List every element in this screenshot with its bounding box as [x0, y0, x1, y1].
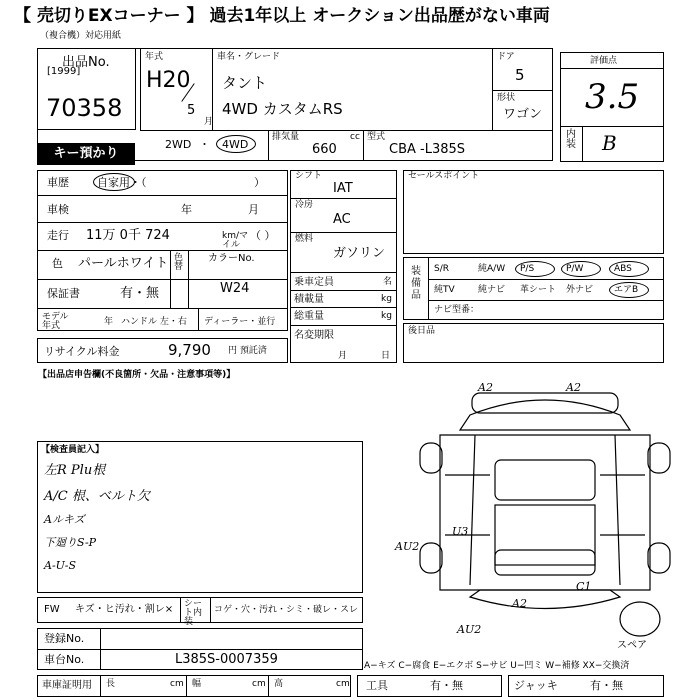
name-change-day: 日 [381, 351, 391, 361]
equipment-item: P/S [520, 264, 535, 274]
chassis-value: L385S-0007359 [175, 652, 278, 667]
car-right-line [615, 435, 620, 585]
equipment-navi: ナビ型番： [434, 305, 480, 315]
cert-label: 車庫証明用 [42, 680, 92, 691]
type-value: CBA -L385S [389, 142, 466, 157]
equipment-item: P/W [566, 264, 584, 274]
equipment-item: エアB [614, 285, 639, 295]
capacity-label: 乗車定員 [294, 277, 334, 288]
year-month-unit: 月 [204, 117, 214, 127]
car-damage-diagram [395, 375, 690, 640]
color-code-label: カラーNo. [208, 253, 255, 264]
model-year-year: 年 [104, 317, 114, 327]
year-month: 5 [187, 103, 196, 118]
cert-cm-2: cm [252, 679, 266, 689]
jack-label: ジャッキ [514, 679, 558, 692]
wheel-rl [420, 543, 442, 573]
capacity-unit: 名 [383, 277, 393, 287]
gross-unit: kg [381, 311, 392, 321]
drive-4wd: 4WD [222, 138, 249, 151]
cert-length: 長 [106, 679, 116, 689]
damage-mark: A2 [478, 381, 493, 394]
cert-width: 幅 [192, 679, 202, 689]
inspection-month: 月 [248, 203, 259, 216]
mileage-unit: km/マイル [222, 231, 249, 250]
equipment-circle [609, 261, 649, 277]
car-windshield [495, 460, 595, 500]
equipment-item: 外ナビ [566, 285, 594, 295]
shape-label: 形状 [497, 93, 516, 103]
doors-label: ドア [497, 52, 515, 62]
equipment-item: 純ナビ [478, 285, 506, 295]
tools-label: 工具 [366, 679, 388, 692]
history-circle [93, 173, 135, 191]
type-label: 型式 [367, 132, 386, 142]
inspection-label: 車検 [47, 203, 69, 216]
damage-mark: A2 [566, 381, 581, 394]
sales-point-box [403, 170, 664, 254]
drive-4wd-circle [216, 135, 256, 153]
aircon-value: AC [333, 212, 351, 227]
model-grade: 4WD カスタムRS [222, 100, 343, 118]
fuel-label: 燃料 [295, 234, 314, 244]
shape-value: ワゴン [503, 107, 543, 122]
name-change-month: 月 [338, 351, 348, 361]
year-label: 年式 [145, 52, 164, 62]
warranty-label: 保証書 [47, 287, 80, 300]
mileage-label: 走行 [47, 229, 69, 242]
fw-seat-text: コゲ・穴・汚れ・シミ・破レ・スレ [214, 605, 359, 615]
wheel-fl [420, 443, 442, 473]
load-label: 積載量 [294, 294, 324, 305]
model-year-handle: ハンドル 左・右 [121, 317, 187, 327]
evaluation-score: 3.5 [585, 77, 640, 117]
warranty-value: 有・無 [120, 286, 160, 301]
model-name: タント [222, 74, 268, 92]
lot-number: 70358 [46, 94, 123, 122]
fw-seat-label: シート内装 [184, 599, 203, 627]
history-value: 自家用・（ [97, 176, 147, 189]
registration-label: 登録No. [44, 632, 85, 645]
color-code: W24 [220, 281, 250, 296]
mileage-value: 11万 0千 724 [86, 228, 170, 243]
top-note: （複合機）対応用紙 [40, 31, 122, 41]
color-label: 色 [52, 257, 63, 270]
equipment-item: 純TV [434, 285, 455, 295]
car-hood-top [472, 393, 618, 413]
model-year-dealer: ディーラー・並行 [204, 317, 276, 327]
fw-label: FW [44, 604, 60, 615]
inspector-line-4: 下廻りS-P [44, 536, 97, 549]
banner [0, 0, 700, 32]
equipment-circle [609, 282, 649, 298]
notes-label: 後日品 [408, 326, 436, 336]
seller-notes-label: 【出品店申告欄(不良箇所・欠品・注意事項等)】 [38, 370, 236, 380]
model-label: 車名・グレード [217, 52, 281, 62]
color-change-label: 色替 [174, 253, 184, 272]
car-body-outline [440, 435, 650, 590]
damage-mark: AU2 [457, 623, 482, 636]
cert-height: 高 [274, 679, 284, 689]
equipment-item: S/R [434, 264, 449, 274]
inspection-year: 年 [181, 203, 192, 216]
spare-label: スペア [617, 640, 647, 651]
jack-value: 有・無 [590, 679, 623, 692]
recycle-unit: 円 預託済 [228, 346, 267, 356]
year-value: H20 [146, 68, 191, 93]
displacement-unit: cc [350, 132, 360, 142]
load-unit: kg [381, 294, 392, 304]
damage-mark: AU2 [395, 540, 420, 553]
equipment-circle [515, 261, 555, 277]
history-label: 車歴 [47, 176, 69, 189]
mileage-paren: （ ） [250, 229, 276, 242]
model-year-label: モデル年式 [42, 312, 69, 331]
legend: A−キズ C−腐食 E−エクボ S−サビ U−凹ミ W−補修 XX−交換済 [364, 661, 630, 671]
car-front-roof [460, 400, 630, 430]
car-roof [495, 505, 595, 565]
damage-mark: A2 [512, 597, 527, 610]
chassis-label: 車台No. [44, 653, 85, 666]
inspector-line-1: 左R Plu根 [44, 463, 106, 478]
damage-mark: U3 [452, 525, 469, 538]
key-badge: キー預かり [37, 143, 135, 165]
evaluation-label: 評価点 [590, 56, 618, 66]
history-close: ） [254, 176, 265, 189]
inspector-line-2: A/C 根、ベルト欠 [44, 489, 150, 504]
wheel-rr [648, 543, 670, 573]
recycle-label: リサイクル料金 [44, 345, 120, 358]
lot-year-tag: [1999] [47, 66, 81, 77]
interior-label: 内装 [566, 129, 576, 150]
cert-cm-3: cm [336, 679, 350, 689]
spare-tire [620, 602, 660, 636]
shift-value: IAT [333, 181, 353, 196]
sales-point-label: セールスポイント [408, 171, 480, 181]
equipment-label: 装備品 [411, 266, 421, 301]
name-change-label: 名変期限 [294, 330, 334, 341]
equipment-item: ABS [614, 264, 632, 274]
banner-title: 【 売切りEXコーナー 】 過去1年以上 オークション出品歴がない車両 [14, 6, 550, 26]
lot-label: 出品No. [62, 55, 110, 70]
car-rear-window [495, 550, 595, 575]
fw-text: キズ・ヒ汚れ・割レ× [75, 604, 174, 615]
car-rear [470, 590, 620, 609]
wheel-fr [648, 443, 670, 473]
fuel-value: ガソリン [333, 246, 386, 261]
gross-label: 総重量 [294, 311, 324, 322]
inspector-label: 【検査員記入】 [41, 445, 105, 455]
displacement-label: 排気量 [272, 132, 300, 142]
inspector-line-5: A-U-S [44, 559, 76, 572]
notes-box [403, 323, 664, 363]
cert-cm-1: cm [170, 679, 184, 689]
damage-mark: C1 [576, 580, 592, 593]
displacement-value: 660 [312, 142, 337, 157]
interior-value: B [602, 131, 617, 155]
equipment-circle [561, 261, 601, 277]
inspector-line-3: Aルキズ [44, 513, 85, 526]
drive-2wd: 2WD [165, 138, 192, 151]
shift-label: シフト [295, 171, 323, 181]
car-left-line [470, 435, 475, 585]
recycle-value: 9,790 [168, 341, 211, 359]
color-value: パールホワイト [78, 256, 169, 271]
doors-value: 5 [515, 66, 525, 84]
tools-value: 有・無 [430, 679, 463, 692]
equipment-item: 純A/W [478, 264, 506, 274]
aircon-label: 冷房 [295, 200, 314, 210]
equipment-item: 革シート [520, 285, 557, 295]
